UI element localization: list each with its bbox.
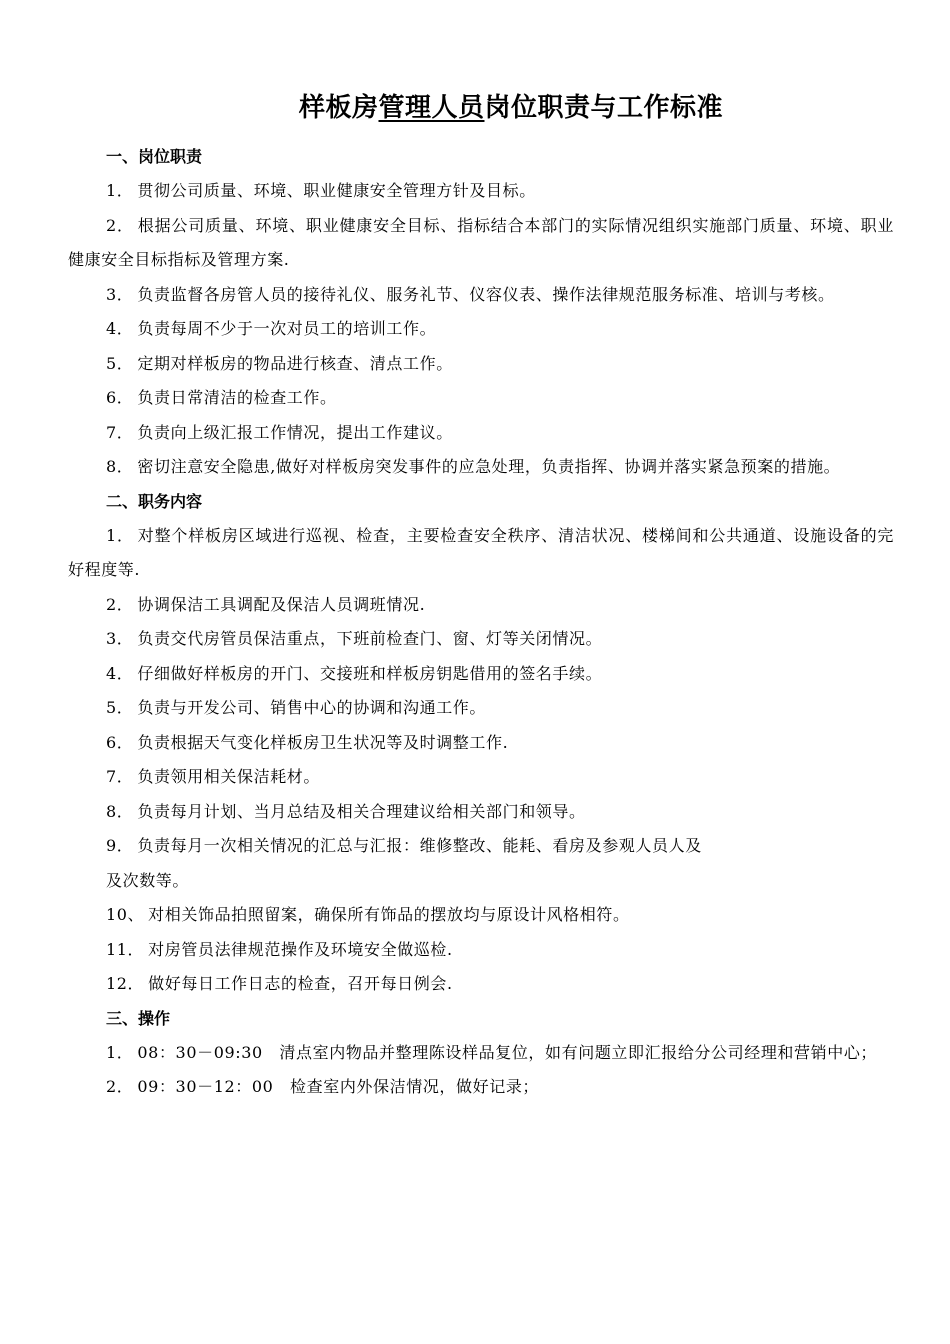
- item-number: 4．: [106, 319, 134, 338]
- item-text: 负责领用相关保洁耗材。: [137, 767, 320, 786]
- list-item: [68, 209, 894, 278]
- list-item: [68, 726, 894, 761]
- item-text: 根据公司质量、环境、职业健康安全目标、指标结合本部门的实际情况组织实施部门质量、环境、职业健康安全目标指标及管理方案.: [68, 215, 894, 269]
- item-text: 09：30－12：00 检查室内外保洁情况，做好记录；: [137, 1077, 540, 1096]
- title-part-2: 岗位职责与工作标准: [484, 93, 724, 123]
- list-item: [68, 312, 894, 347]
- list-item-continuation: 及次数等。: [106, 870, 190, 890]
- item-number: 3．: [106, 629, 134, 648]
- item-text: 仔细做好样板房的开门、交接班和样板房钥匙借用的签名手续。: [137, 663, 603, 683]
- title-underlined-part: 管理人员: [378, 93, 485, 123]
- item-number: 6．: [106, 388, 134, 407]
- list-item: [68, 588, 894, 623]
- list-item: [68, 657, 894, 692]
- list-item: [68, 278, 894, 313]
- list-item: [68, 898, 894, 933]
- item-text: 负责交代房管员保洁重点，下班前检查门、窗、灯等关闭情况。: [137, 629, 603, 648]
- list-item: [68, 691, 894, 726]
- section-heading-job-content: 二、职务内容: [106, 491, 203, 511]
- item-text: 贯彻公司质量、环境、职业健康安全管理方针及目标。: [137, 181, 536, 200]
- item-number: 7．: [106, 767, 134, 786]
- list-item: [68, 933, 894, 968]
- list-item: [68, 416, 894, 451]
- item-text: 负责向上级汇报工作情况，提出工作建议。: [137, 422, 453, 442]
- list-item: [68, 1070, 894, 1105]
- item-number: 3．: [106, 284, 134, 304]
- item-text: 对整个样板房区域进行巡视、检查，主要检查安全秩序、清洁状况、楼梯间和公共通道、设施设备的完好程度等.: [68, 525, 894, 579]
- item-number: 1．: [106, 181, 134, 200]
- list-item: [68, 795, 894, 830]
- item-number: 10、: [106, 905, 145, 924]
- item-text: 负责每周不少于一次对员工的培训工作。: [137, 319, 437, 338]
- document-title: [68, 88, 894, 128]
- item-text: 定期对样板房的物品进行核查、清点工作。: [137, 353, 453, 373]
- item-number: 1．: [106, 1042, 134, 1062]
- list-item: [68, 760, 894, 795]
- list-item: [68, 381, 894, 416]
- item-text: 负责根据天气变化样板房卫生状况等及时调整工作.: [137, 732, 509, 752]
- item-text: 对相关饰品拍照留案，确保所有饰品的摆放均与原设计风格相符。: [148, 905, 630, 924]
- item-number: 12．: [106, 974, 145, 993]
- item-number: 5．: [106, 698, 134, 717]
- item-text: 负责监督各房管人员的接待礼仪、服务礼节、仪容仪表、操作法律规范服务标准、培训与考核。: [137, 284, 835, 304]
- item-number: 4．: [106, 663, 134, 683]
- list-item: [68, 622, 894, 657]
- item-number: 2．: [106, 594, 134, 614]
- item-number: 5．: [106, 353, 134, 373]
- item-number: 1．: [106, 525, 134, 545]
- item-text: 负责与开发公司、销售中心的协调和沟通工作。: [137, 698, 486, 717]
- item-number: 9．: [106, 836, 134, 855]
- section-heading-operations: 三、操作: [106, 1008, 171, 1028]
- list-item: [68, 347, 894, 382]
- list-item: [68, 450, 894, 485]
- item-number: 7．: [106, 422, 134, 442]
- list-item: [68, 174, 894, 209]
- item-text: 08：30－09:30 清点室内物品并整理陈设样品复位，如有问题立即汇报给分公司经理和营销中心；: [137, 1042, 878, 1062]
- list-item: [68, 1036, 894, 1071]
- list-item: [68, 519, 894, 588]
- list-item: [68, 829, 894, 864]
- item-text: 负责每月一次相关情况的汇总与汇报：维修整改、能耗、看房及参观人员人及: [137, 836, 702, 855]
- item-number: 11．: [106, 939, 145, 959]
- item-text: 做好每日工作日志的检查，召开每日例会.: [148, 974, 453, 993]
- title-part-1: 样板房: [298, 93, 379, 123]
- item-number: 6．: [106, 732, 134, 752]
- section-heading-duties: 一、岗位职责: [106, 147, 203, 166]
- item-text: 负责日常清洁的检查工作。: [137, 388, 337, 407]
- item-number: 8．: [106, 801, 134, 821]
- item-number: 8．: [106, 457, 134, 476]
- item-text: 对房管员法律规范操作及环境安全做巡检.: [148, 939, 453, 959]
- item-number: 2．: [106, 215, 134, 235]
- list-item: [68, 967, 894, 1002]
- item-number: 2．: [106, 1077, 134, 1096]
- item-text: 密切注意安全隐患,做好对样板房突发事件的应急处理，负责指挥、协调并落实紧急预案的措施。: [137, 457, 841, 476]
- item-text: 负责每月计划、当月总结及相关合理建议给相关部门和领导。: [137, 801, 586, 821]
- item-text: 协调保洁工具调配及保洁人员调班情况.: [137, 594, 426, 614]
